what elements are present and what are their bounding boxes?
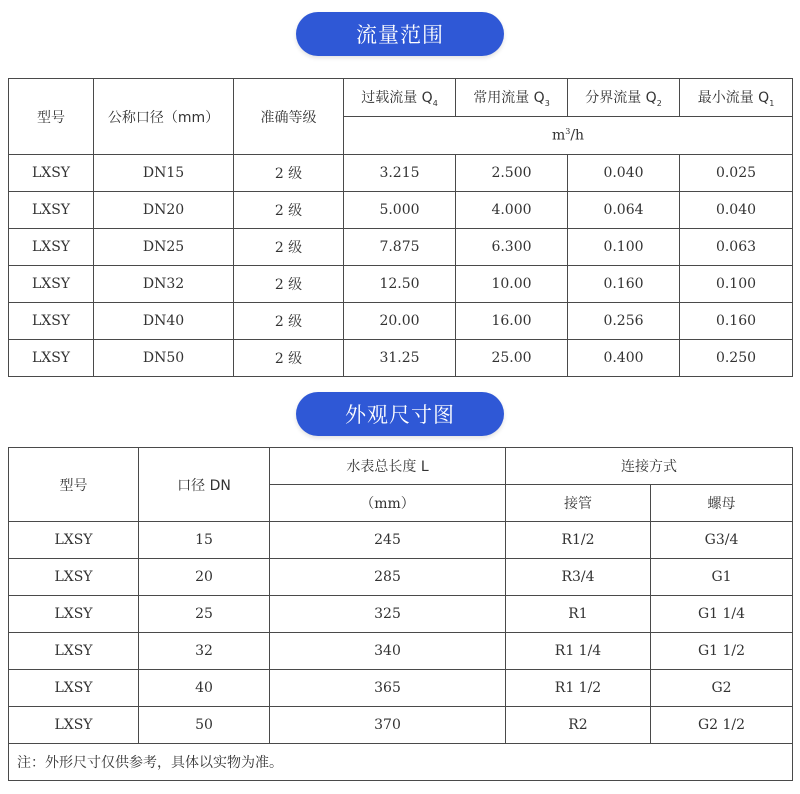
table-cell: R1 1/2 [506,670,651,707]
table-cell: 2.500 [456,155,568,192]
dimensions-table [8,447,793,781]
table-cell: 0.100 [568,229,680,266]
header-pipe: 接管 [506,485,651,522]
table-cell: DN32 [94,266,234,303]
table-row [9,155,793,192]
table-cell: LXSY [9,155,94,192]
table-cell: G1 1/2 [651,633,793,670]
header-nominal-diameter: 公称口径（mm） [94,79,234,155]
table-cell: 245 [270,522,506,559]
table-cell: R1 [506,596,651,633]
table-row [9,303,793,340]
table-cell: 7.875 [344,229,456,266]
table-cell: 370 [270,707,506,744]
table-row [9,707,793,744]
header-overload-flow: 过载流量 $Q_4$ [344,79,456,117]
table-cell: 25.00 [456,340,568,377]
table-cell: 25 [139,596,270,633]
table-cell: 32 [139,633,270,670]
table-row [9,559,793,596]
table-cell: 2 级 [234,229,344,266]
table-cell: 20.00 [344,303,456,340]
table-cell: 2 级 [234,266,344,303]
header-accuracy-class: 准确等级 [234,79,344,155]
table-row [9,229,793,266]
table-cell: 12.50 [344,266,456,303]
table-cell: 10.00 [456,266,568,303]
table-cell: 40 [139,670,270,707]
table-row [9,522,793,559]
header-length-unit: （mm） [270,485,506,522]
header-transitional-flow: 分界流量 $Q_2$ [568,79,680,117]
table-cell: G3/4 [651,522,793,559]
table-row [9,192,793,229]
table-cell: 15 [139,522,270,559]
table-cell: DN20 [94,192,234,229]
table-cell: 0.100 [680,266,793,303]
table-cell: 0.040 [680,192,793,229]
header-flow-unit: $m^3/h$ [344,117,793,155]
dimensions-note: 注：外形尺寸仅供参考，具体以实物为准。 [9,744,793,781]
table-cell: 20 [139,559,270,596]
table-cell: LXSY [9,596,139,633]
header-connection-type: 连接方式 [506,448,793,485]
table-cell: LXSY [9,266,94,303]
table-cell: DN25 [94,229,234,266]
table-cell: 2 级 [234,192,344,229]
table-cell: LXSY [9,707,139,744]
table-cell: R2 [506,707,651,744]
table-cell: 0.064 [568,192,680,229]
table-cell: 2 级 [234,155,344,192]
table-cell: 4.000 [456,192,568,229]
table-cell: 50 [139,707,270,744]
table-cell: LXSY [9,633,139,670]
table-cell: 3.215 [344,155,456,192]
header-permanent-flow: 常用流量 $Q_3$ [456,79,568,117]
table-row [9,596,793,633]
table-cell: LXSY [9,670,139,707]
table-cell: G1 1/4 [651,596,793,633]
table-cell: 365 [270,670,506,707]
table-cell: 285 [270,559,506,596]
table-cell: 2 级 [234,303,344,340]
table-cell: 0.160 [568,266,680,303]
table-cell: R1/2 [506,522,651,559]
table-cell: 325 [270,596,506,633]
table-cell: LXSY [9,559,139,596]
header-model: 型号 [9,448,139,522]
table-cell: 0.250 [680,340,793,377]
table-cell: 340 [270,633,506,670]
header-model: 型号 [9,79,94,155]
header-minimum-flow: 最小流量 $Q_1$ [680,79,793,117]
table-cell: 6.300 [456,229,568,266]
table-cell: 2 级 [234,340,344,377]
table-cell: 0.040 [568,155,680,192]
flow-range-table [8,78,793,377]
header-diameter: 口径 DN [139,448,270,522]
table-cell: R1 1/4 [506,633,651,670]
section-title-flow-range: 流量范围 [296,12,504,56]
table-cell: G2 1/2 [651,707,793,744]
table-cell: 0.160 [680,303,793,340]
table-cell: DN40 [94,303,234,340]
table-row [9,633,793,670]
table-row [9,266,793,303]
table-cell: LXSY [9,229,94,266]
table-cell: 0.400 [568,340,680,377]
table-row [9,340,793,377]
table-cell: DN50 [94,340,234,377]
table-row [9,670,793,707]
table-cell: LXSY [9,522,139,559]
section-title-dimensions: 外观尺寸图 [296,392,504,436]
table-cell: 5.000 [344,192,456,229]
table-cell: 31.25 [344,340,456,377]
table-cell: 16.00 [456,303,568,340]
table-cell: 0.025 [680,155,793,192]
table-cell: R3/4 [506,559,651,596]
table-cell: LXSY [9,303,94,340]
table-cell: DN15 [94,155,234,192]
table-cell: LXSY [9,340,94,377]
header-total-length: 水表总长度 L [270,448,506,485]
table-cell: 0.063 [680,229,793,266]
table-cell: G2 [651,670,793,707]
table-cell: G1 [651,559,793,596]
table-cell: 0.256 [568,303,680,340]
header-nut: 螺母 [651,485,793,522]
table-cell: LXSY [9,192,94,229]
